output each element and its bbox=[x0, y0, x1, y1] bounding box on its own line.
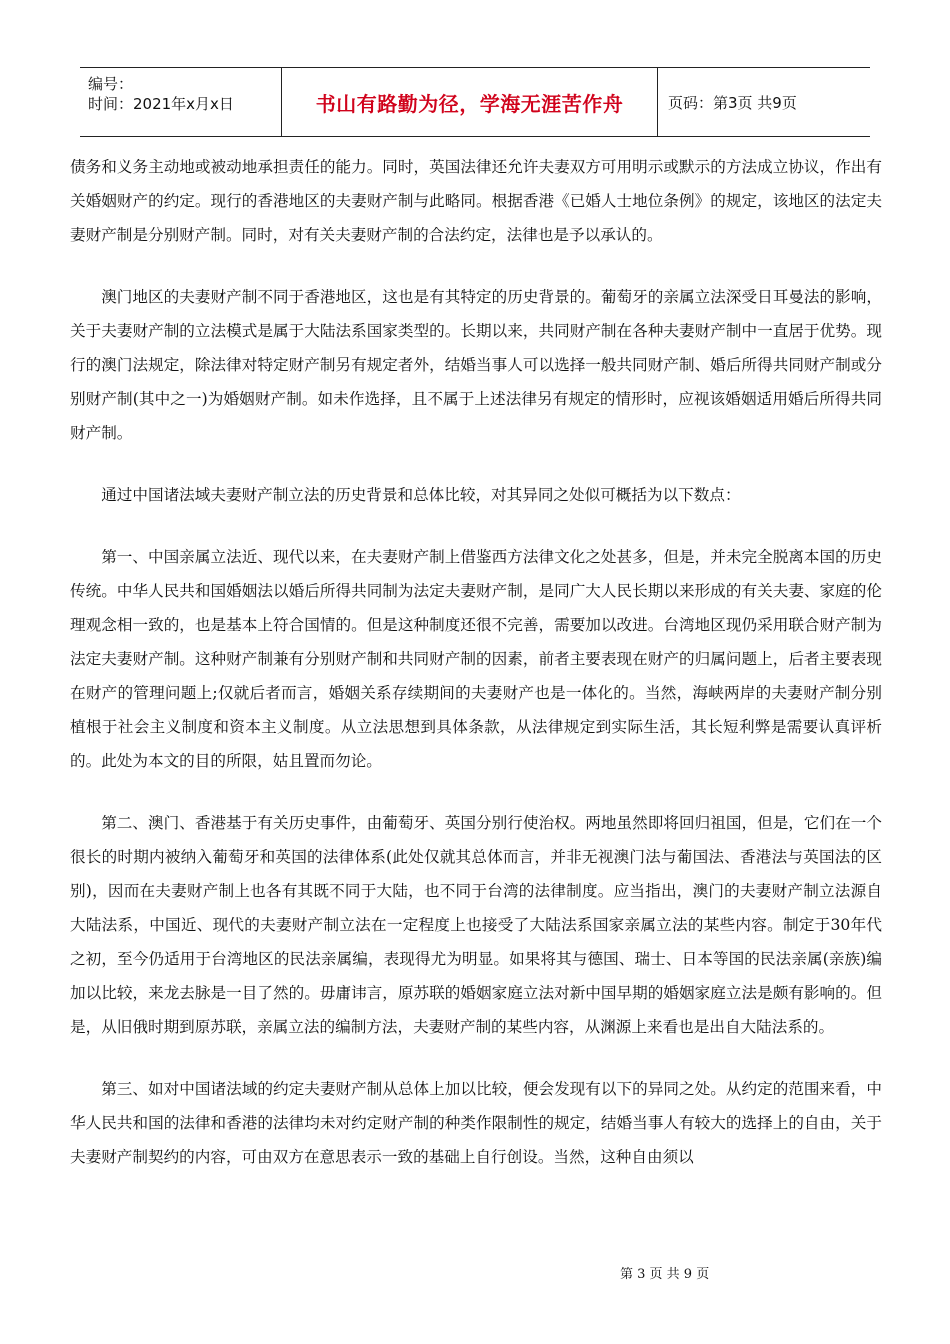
header-meta bbox=[80, 68, 282, 136]
header-page-code: 页码：第3页 共9页 bbox=[668, 93, 797, 112]
page-footer: 第 3 页 共 9 页 bbox=[620, 1267, 710, 1282]
document-body bbox=[70, 150, 882, 1202]
document-date-label: 时间：2021年x月x日 bbox=[88, 95, 234, 113]
paragraph: 第一、中国亲属立法近、现代以来，在夫妻财产制上借鉴西方法律文化之处甚多，但是，并未完全脱离本国的历史传统。中华人民共和国婚姻法以婚后所得共同制为法定夫妻财产制，是同广大人民长期以来形成的有关夫妻、家庭的伦理观念相一致的，也是基本上符合国情的。但是这种制度还很不完善，需要加以改进。台湾地区现仍采用联合财产制为法定夫妻财产制。这种财产制兼有分别财产制和共同财产制的因素，前者主要表现在财产的归属问题上，后者主要表现在财产的管理问题上;仅就后者而言，婚姻关系存续期间的夫妻财产也是一体化的。当然，海峡两岸的夫妻财产制分别植根于社会主义制度和资本主义制度。从立法思想到具体条款，从法律规定到实际生活，其长短利弊是需要认真评析的。此处为本文的目的所限，姑且置而勿论。 bbox=[70, 548, 882, 770]
document-number-label: 编号： bbox=[88, 75, 134, 93]
paragraph: 第二、澳门、香港基于有关历史事件，由葡萄牙、英国分别行使治权。两地虽然即将回归祖国，但是，它们在一个很长的时期内被纳入葡萄牙和英国的法律体系(此处仅就其总体而言，并非无视澳门法与葡国法、香港法与英国法的区别)，因而在夫妻财产制上也各有其既不同于大陆，也不同于台湾的法律制度。应当指出，澳门的夫妻财产制立法源自大陆法系，中国近、现代的夫妻财产制立法在一定程度上也接受了大陆法系国家亲属立法的某些内容。制定于30年代之初，至今仍适用于台湾地区的民法亲属编，表现得尤为明显。如果将其与德国、瑞士、日本等国的民法亲属(亲族)编加以比较，来龙去脉是一目了然的。毋庸讳言，原苏联的婚姻家庭立法对新中国早期的婚姻家庭立法是颇有影响的。但是，从旧俄时期到原苏联，亲属立法的编制方法，夫妻财产制的某些内容，从渊源上来看也是出自大陆法系的。 bbox=[70, 814, 882, 1036]
paragraph: 澳门地区的夫妻财产制不同于香港地区，这也是有其特定的历史背景的。葡萄牙的亲属立法深受日耳曼法的影响，关于夫妻财产制的立法模式是属于大陆法系国家类型的。长期以来，共同财产制在各种夫妻财产制中一直居于优势。现行的澳门法规定，除法律对特定财产制另有规定者外，结婚当事人可以选择一般共同财产制、婚后所得共同财产制或分别财产制(其中之一)为婚姻财产制。如未作选择，且不属于上述法律另有规定的情形时，应视该婚姻适用婚后所得共同财产制。 bbox=[70, 288, 882, 442]
paragraph: 通过中国诸法域夫妻财产制立法的历史背景和总体比较，对其异同之处似可概括为以下数点： bbox=[101, 486, 741, 504]
page-header bbox=[80, 67, 870, 137]
header-motto: 书山有路勤为径，学海无涯苦作舟 bbox=[282, 68, 658, 136]
paragraph: 债务和义务主动地或被动地承担责任的能力。同时，英国法律还允许夫妻双方可用明示或默示的方法成立协议，作出有关婚姻财产的约定。现行的香港地区的夫妻财产制与此略同。根据香港《已婚人士地位条例》的规定，该地区的法定夫妻财产制是分别财产制。同时，对有关夫妻财产制的合法约定，法律也是予以承认的。 bbox=[70, 158, 882, 244]
paragraph: 第三、如对中国诸法域的约定夫妻财产制从总体上加以比较，便会发现有以下的异同之处。从约定的范围来看，中华人民共和国的法律和香港的法律均未对约定财产制的种类作限制性的规定，结婚当事人有较大的选择上的自由，关于夫妻财产制契约的内容，可由双方在意思表示一致的基础上自行创设。当然，这种自由须以 bbox=[70, 1080, 882, 1166]
